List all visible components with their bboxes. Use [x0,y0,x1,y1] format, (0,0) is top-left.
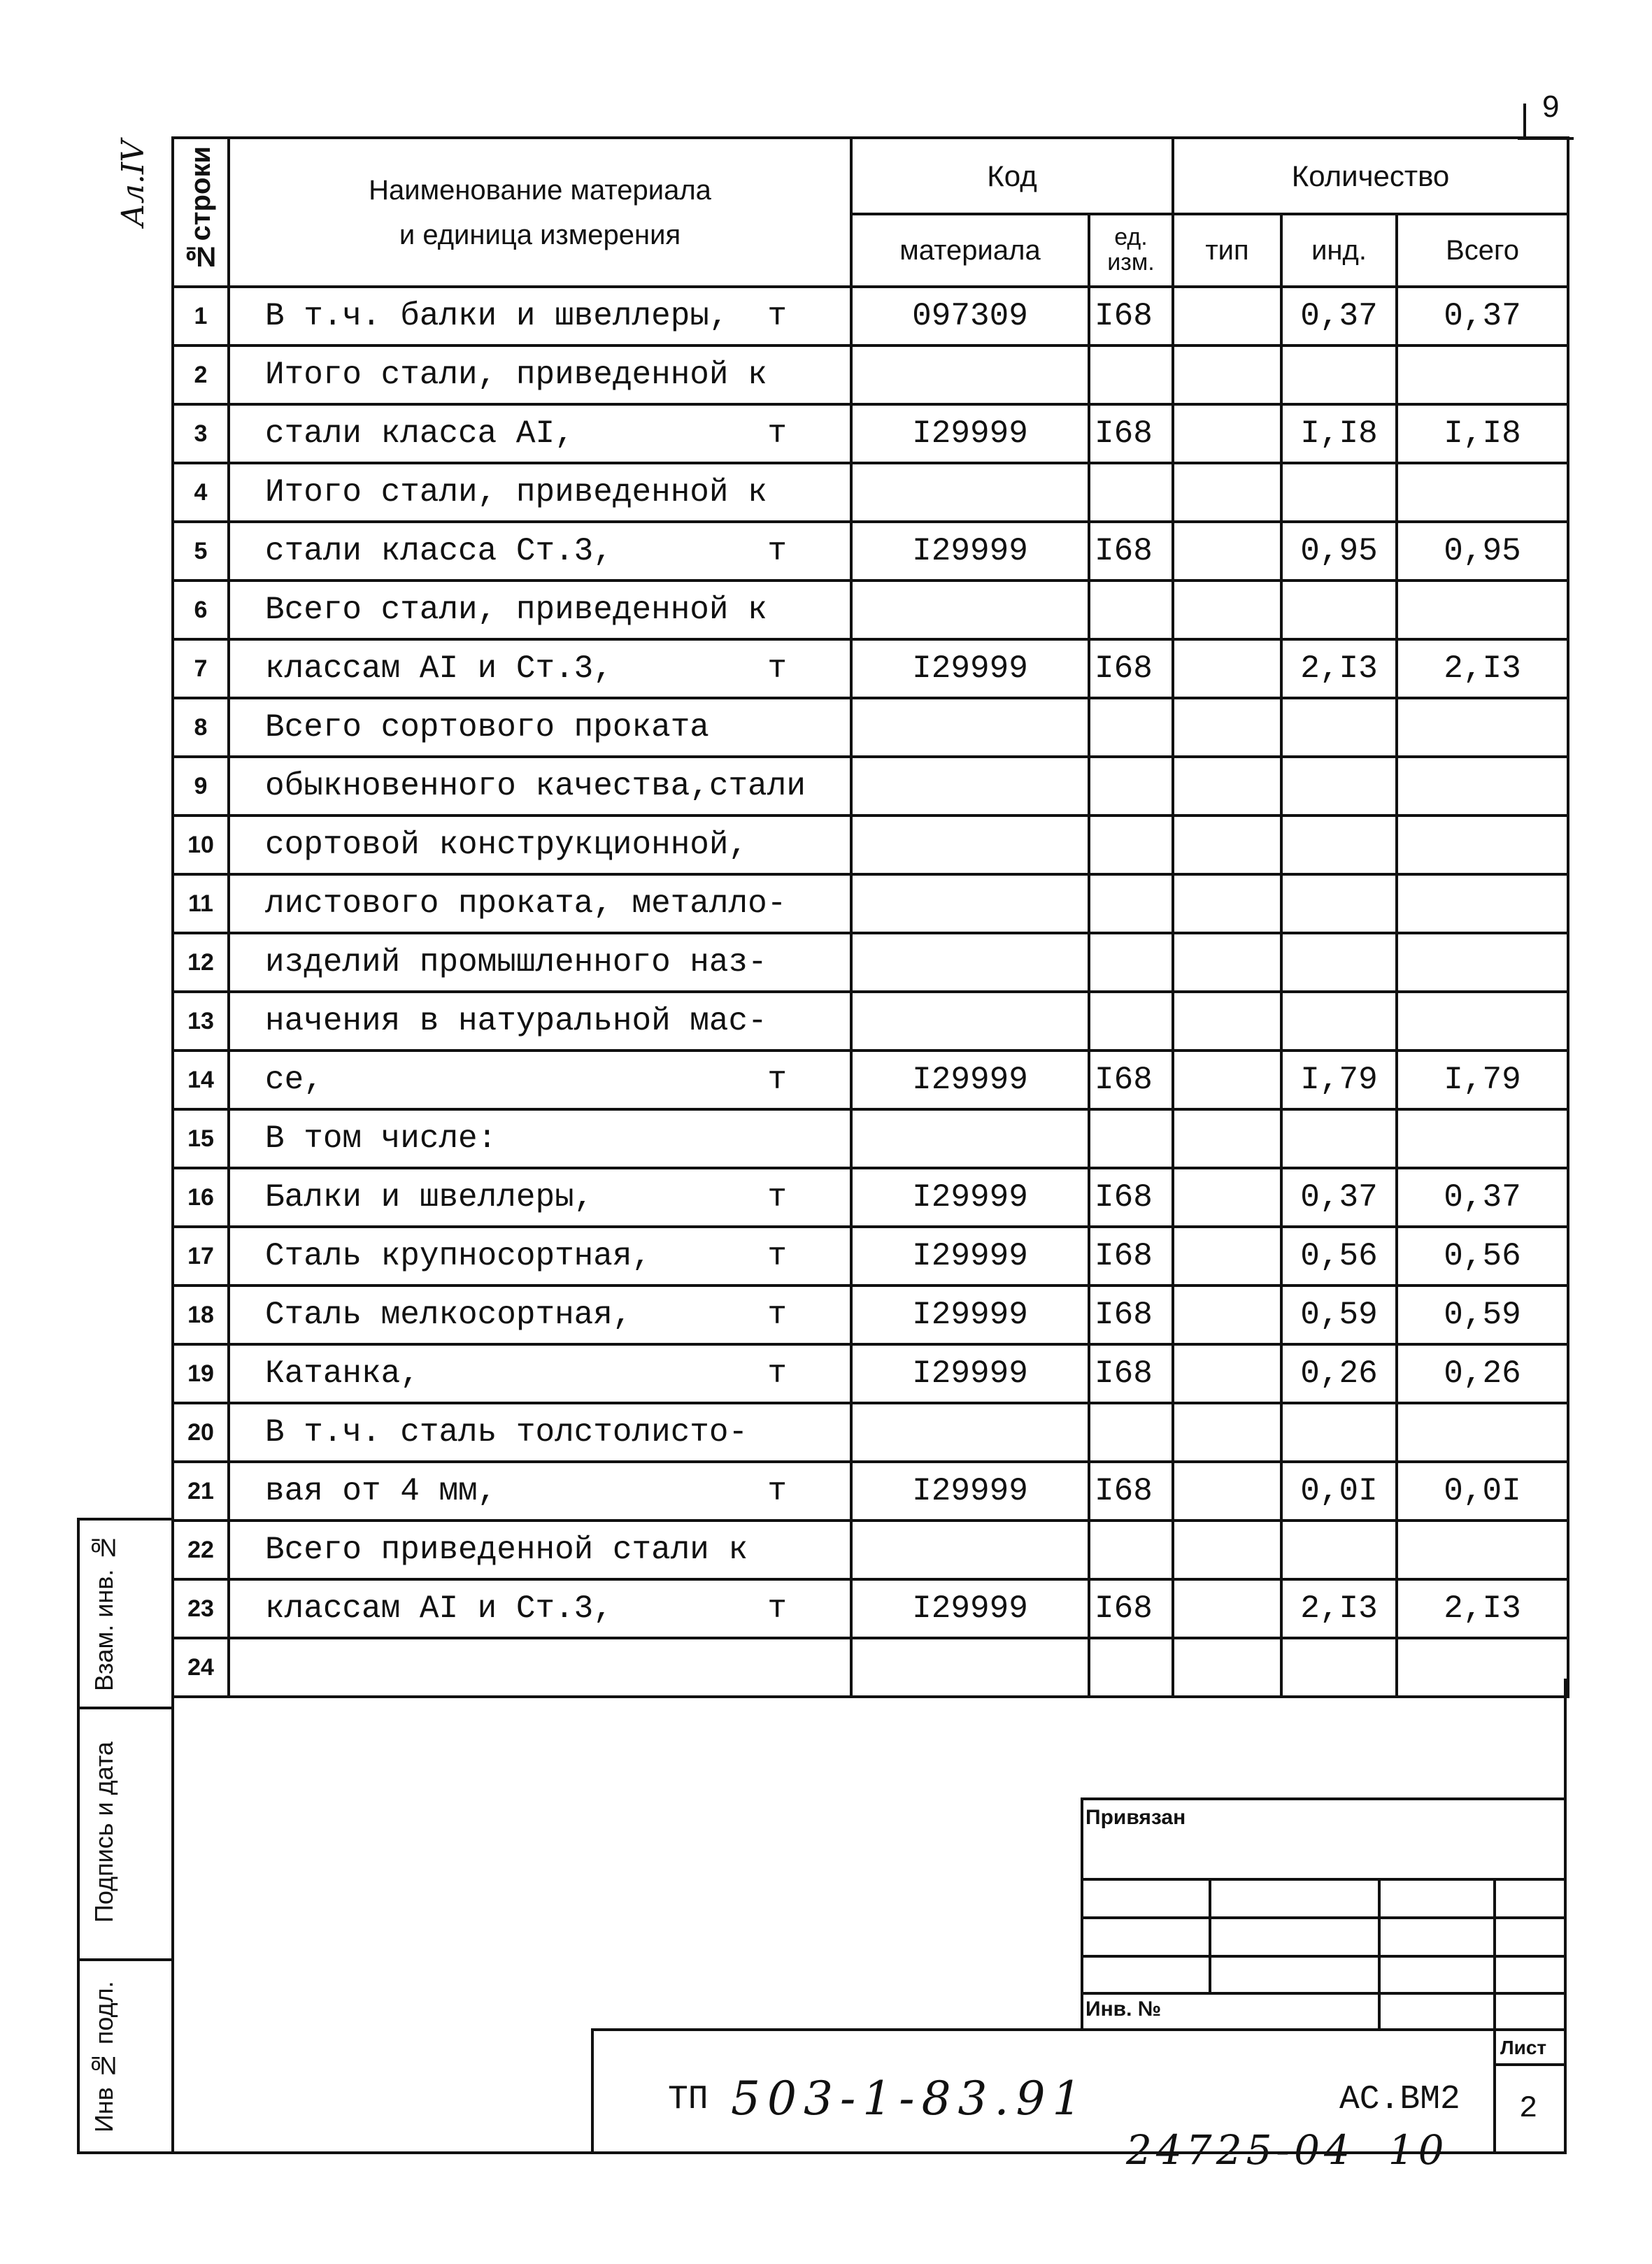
row-number-cell: 8 [173,698,229,757]
material-name-text: листового проката, металло- [265,885,787,922]
unit-code-cell [1089,992,1173,1051]
header-qty-total: Всего [1397,214,1568,287]
material-code-cell: I29999 [851,1462,1089,1521]
qty-ind-cell [1281,816,1397,874]
material-name-text: се, [265,1062,323,1098]
qty-total-cell: I,I8 [1397,404,1568,463]
material-name-cell [229,1051,851,1109]
material-name-text: начения в натуральной мас- [265,1003,767,1039]
qty-ind-cell: 2,I3 [1281,639,1397,698]
material-name-cell [229,1286,851,1344]
qty-type-cell [1173,1227,1281,1286]
page-number: 9 [1542,90,1560,124]
qty-type-cell [1173,1462,1281,1521]
unit-code-cell [1089,581,1173,639]
list-label: Лист [1500,2037,1547,2058]
material-name-text: Всего стали, приведенной к [265,592,767,628]
table-row [173,404,1568,463]
unit-code-cell [1089,698,1173,757]
qty-total-cell: 0,37 [1397,287,1568,346]
side-stamp-inv-podl: Инв № подл. [90,1981,118,2133]
unit-code-cell: I68 [1089,1168,1173,1227]
unit-code-cell: I68 [1089,1051,1173,1109]
material-code-cell: I29999 [851,1286,1089,1344]
material-code-cell [851,1403,1089,1462]
unit-code-cell [1089,463,1173,522]
qty-type-cell [1173,1638,1281,1697]
qty-type-cell [1173,287,1281,346]
material-name-text: вая от 4 мм, [265,1473,497,1509]
unit-code-cell: I68 [1089,639,1173,698]
material-name-cell [229,639,851,698]
table-row [173,1051,1568,1109]
material-code-cell: I29999 [851,522,1089,581]
qty-type-cell [1173,639,1281,698]
material-name-text: стали класса Ст.3, [265,533,613,569]
qty-type-cell [1173,581,1281,639]
material-code-cell: I29999 [851,1051,1089,1109]
unit-code-cell: I68 [1089,1344,1173,1403]
qty-ind-cell: 0,26 [1281,1344,1397,1403]
header-qty-ind: инд. [1281,214,1397,287]
table-row [173,581,1568,639]
tp-number: 503-1-83.91 [731,2072,1089,2126]
qty-ind-cell [1281,933,1397,992]
row-number-cell: 22 [173,1521,229,1579]
table-row [173,1286,1568,1344]
qty-ind-cell [1281,463,1397,522]
margin-mark: Ал.IV [115,140,151,227]
row-number-cell: 1 [173,287,229,346]
row-number-cell: 5 [173,522,229,581]
qty-ind-cell [1281,1521,1397,1579]
material-name-cell [229,1638,851,1697]
material-name-text: стали класса AI, [265,415,574,452]
qty-ind-cell [1281,992,1397,1051]
table-row [173,933,1568,992]
unit-text: т [767,533,787,569]
qty-total-cell [1397,933,1568,992]
table-row [173,1168,1568,1227]
material-name-text: Катанка, [265,1355,420,1392]
unit-text: т [767,1179,787,1216]
row-number-cell: 18 [173,1286,229,1344]
unit-code-cell: I68 [1089,522,1173,581]
qty-total-cell: 0,95 [1397,522,1568,581]
unit-code-cell [1089,346,1173,404]
material-code-cell [851,346,1089,404]
qty-ind-cell: 2,I3 [1281,1579,1397,1638]
unit-text: т [767,1355,787,1392]
material-name-text: Сталь мелкосортная, [265,1297,632,1333]
table-row [173,874,1568,933]
unit-code-cell [1089,757,1173,816]
material-code-cell [851,757,1089,816]
unit-code-cell: I68 [1089,1227,1173,1286]
qty-total-cell [1397,698,1568,757]
unit-code-cell [1089,874,1173,933]
qty-ind-cell [1281,874,1397,933]
unit-text: т [767,298,787,334]
qty-ind-cell: 0,37 [1281,1168,1397,1227]
table-row [173,463,1568,522]
table-row [173,992,1568,1051]
qty-total-cell [1397,1521,1568,1579]
row-number-cell: 6 [173,581,229,639]
material-code-cell [851,581,1089,639]
material-name-cell [229,933,851,992]
material-name-cell [229,1579,851,1638]
material-code-cell: I29999 [851,404,1089,463]
unit-text: т [767,1297,787,1333]
qty-ind-cell [1281,1638,1397,1697]
side-stamp-vzam: Взам. инв. № [90,1533,118,1691]
header-code-group: Код [851,138,1173,214]
unit-code-cell [1089,933,1173,992]
material-name-text: В т.ч. балки и швеллеры, [265,298,729,334]
material-code-cell [851,874,1089,933]
material-code-cell [851,933,1089,992]
qty-total-cell [1397,463,1568,522]
qty-total-cell: 0,26 [1397,1344,1568,1403]
row-number-cell: 21 [173,1462,229,1521]
side-stamp-border [77,1518,80,2154]
material-name-text: В т.ч. сталь толстолисто- [265,1414,748,1451]
header-name-text: Наименование материала и единица измерения [369,174,711,250]
table-row [173,1579,1568,1638]
row-number-cell: 15 [173,1109,229,1168]
qty-total-cell [1397,1638,1568,1697]
table-row [173,1462,1568,1521]
row-number-cell: 14 [173,1051,229,1109]
qty-ind-cell: 0,56 [1281,1227,1397,1286]
qty-total-cell [1397,992,1568,1051]
material-name-text: Всего сортового проката [265,709,709,746]
material-name-cell [229,1462,851,1521]
material-name-cell [229,1521,851,1579]
unit-code-cell: I68 [1089,1462,1173,1521]
material-name-cell [229,1227,851,1286]
qty-ind-cell [1281,1109,1397,1168]
qty-type-cell [1173,1051,1281,1109]
qty-type-cell [1173,698,1281,757]
side-stamp-podpis: Подпись и дата [90,1742,118,1923]
qty-ind-cell: I,79 [1281,1051,1397,1109]
material-code-cell [851,992,1089,1051]
qty-type-cell [1173,522,1281,581]
row-number-cell: 9 [173,757,229,816]
row-number-cell: 7 [173,639,229,698]
table-row [173,757,1568,816]
material-name-text: классам AI и Ст.3, [265,650,613,687]
qty-type-cell [1173,1521,1281,1579]
qty-ind-cell [1281,757,1397,816]
table-row [173,1109,1568,1168]
qty-ind-cell: 0,37 [1281,287,1397,346]
material-code-cell [851,463,1089,522]
doc-code: АС.ВМ2 [1339,2081,1460,2119]
material-name-cell [229,874,851,933]
material-name-text: В том числе: [265,1120,497,1157]
qty-total-cell: I,79 [1397,1051,1568,1109]
material-code-cell: I29999 [851,1344,1089,1403]
material-name-text: Итого стали, приведенной к [265,357,767,393]
material-code-cell [851,1638,1089,1697]
material-name-text: классам AI и Ст.3, [265,1590,613,1627]
unit-text: т [767,650,787,687]
material-name-text: Сталь крупносортная, [265,1238,652,1274]
qty-type-cell [1173,1344,1281,1403]
material-name-cell [229,346,851,404]
material-name-cell [229,463,851,522]
qty-ind-cell: 0,95 [1281,522,1397,581]
material-name-cell [229,816,851,874]
qty-ind-cell [1281,581,1397,639]
material-code-cell: I29999 [851,1579,1089,1638]
material-code-cell: I29999 [851,639,1089,698]
qty-ind-cell: 0,59 [1281,1286,1397,1344]
qty-total-cell [1397,757,1568,816]
header-qty-type: тип [1173,214,1281,287]
table-row [173,1638,1568,1697]
qty-total-cell: 0,59 [1397,1286,1568,1344]
unit-text: т [767,415,787,452]
qty-type-cell [1173,1403,1281,1462]
qty-total-cell: 2,I3 [1397,1579,1568,1638]
row-number-cell: 16 [173,1168,229,1227]
qty-total-cell [1397,581,1568,639]
table-row [173,1227,1568,1286]
unit-text: т [767,1238,787,1274]
header-code-unit: ед. изм. [1089,214,1173,287]
table-body [173,287,1568,1697]
table-row [173,639,1568,698]
qty-type-cell [1173,1579,1281,1638]
material-name-text: Всего приведенной стали к [265,1532,748,1568]
row-number-cell: 4 [173,463,229,522]
row-number-cell: 13 [173,992,229,1051]
unit-text: т [767,1062,787,1098]
qty-type-cell [1173,933,1281,992]
material-name-text: изделий промышленного наз- [265,944,767,981]
material-name-cell [229,404,851,463]
qty-type-cell [1173,992,1281,1051]
qty-total-cell: 2,I3 [1397,639,1568,698]
material-code-cell [851,1109,1089,1168]
header-name [229,138,851,287]
qty-total-cell [1397,346,1568,404]
title-block-top [591,2028,1567,2031]
unit-code-cell [1089,1403,1173,1462]
qty-total-cell: 0,0I [1397,1462,1568,1521]
qty-ind-cell [1281,346,1397,404]
material-name-cell [229,1168,851,1227]
row-number-cell: 20 [173,1403,229,1462]
unit-code-cell: I68 [1089,404,1173,463]
unit-text: т [767,1590,787,1627]
qty-total-cell [1397,1403,1568,1462]
row-number-cell: 12 [173,933,229,992]
qty-type-cell [1173,757,1281,816]
material-name-cell [229,1403,851,1462]
material-code-cell [851,698,1089,757]
qty-ind-cell: I,I8 [1281,404,1397,463]
material-name-text: обыкновенного качества,стали [265,768,806,804]
table-row [173,816,1568,874]
material-name-cell [229,522,851,581]
qty-type-cell [1173,463,1281,522]
table-row [173,698,1568,757]
material-name-cell [229,698,851,757]
row-number-cell: 19 [173,1344,229,1403]
material-name-cell [229,1344,851,1403]
inv-no-label: Инв. № [1085,1998,1162,2021]
material-name-cell [229,581,851,639]
table-row [173,287,1568,346]
tp-prefix: ТП [668,2081,708,2119]
material-code-cell: 097309 [851,287,1089,346]
table-row [173,346,1568,404]
qty-type-cell [1173,1168,1281,1227]
row-number-cell: 17 [173,1227,229,1286]
qty-type-cell [1173,1109,1281,1168]
qty-type-cell [1173,346,1281,404]
qty-total-cell: 0,56 [1397,1227,1568,1286]
row-number-cell: 11 [173,874,229,933]
table-row [173,1403,1568,1462]
row-number-cell: 10 [173,816,229,874]
header-code-material: материала [851,214,1089,287]
material-name-text: Итого стали, приведенной к [265,474,767,511]
material-name-text: сортовой конструкционной, [265,827,748,863]
qty-total-cell: 0,37 [1397,1168,1568,1227]
material-name-cell [229,992,851,1051]
sheet-number: 2 [1519,2091,1538,2126]
qty-type-cell [1173,874,1281,933]
unit-code-cell [1089,1521,1173,1579]
page-number-tick [1523,104,1526,138]
qty-type-cell [1173,816,1281,874]
row-number-cell: 2 [173,346,229,404]
row-number-cell: 3 [173,404,229,463]
bottom-note: 24725-04 10 [1126,2126,1448,2174]
unit-code-cell: I68 [1089,1286,1173,1344]
qty-type-cell [1173,404,1281,463]
qty-type-cell [1173,1286,1281,1344]
materials-table [171,136,1569,1698]
unit-code-cell [1089,1109,1173,1168]
qty-total-cell [1397,1109,1568,1168]
header-qty-group: Количество [1173,138,1568,214]
material-code-cell [851,816,1089,874]
row-number-cell: 24 [173,1638,229,1697]
unit-code-cell: I68 [1089,287,1173,346]
material-name-cell [229,1109,851,1168]
material-name-cell [229,757,851,816]
qty-ind-cell [1281,1403,1397,1462]
table-row [173,1344,1568,1403]
material-name-cell [229,287,851,346]
qty-ind-cell: 0,0I [1281,1462,1397,1521]
qty-total-cell [1397,874,1568,933]
material-code-cell [851,1521,1089,1579]
qty-ind-cell [1281,698,1397,757]
unit-code-cell: I68 [1089,1579,1173,1638]
qty-total-cell [1397,816,1568,874]
header-row-no: №строки [173,138,229,287]
table-row [173,522,1568,581]
unit-code-cell [1089,1638,1173,1697]
material-code-cell: I29999 [851,1168,1089,1227]
row-number-cell: 23 [173,1579,229,1638]
unit-text: т [767,1473,787,1509]
privyazan-label: Привязан [1085,1806,1186,1829]
material-name-text: Балки и швеллеры, [265,1179,594,1216]
unit-code-cell [1089,816,1173,874]
material-code-cell: I29999 [851,1227,1089,1286]
table-row [173,1521,1568,1579]
